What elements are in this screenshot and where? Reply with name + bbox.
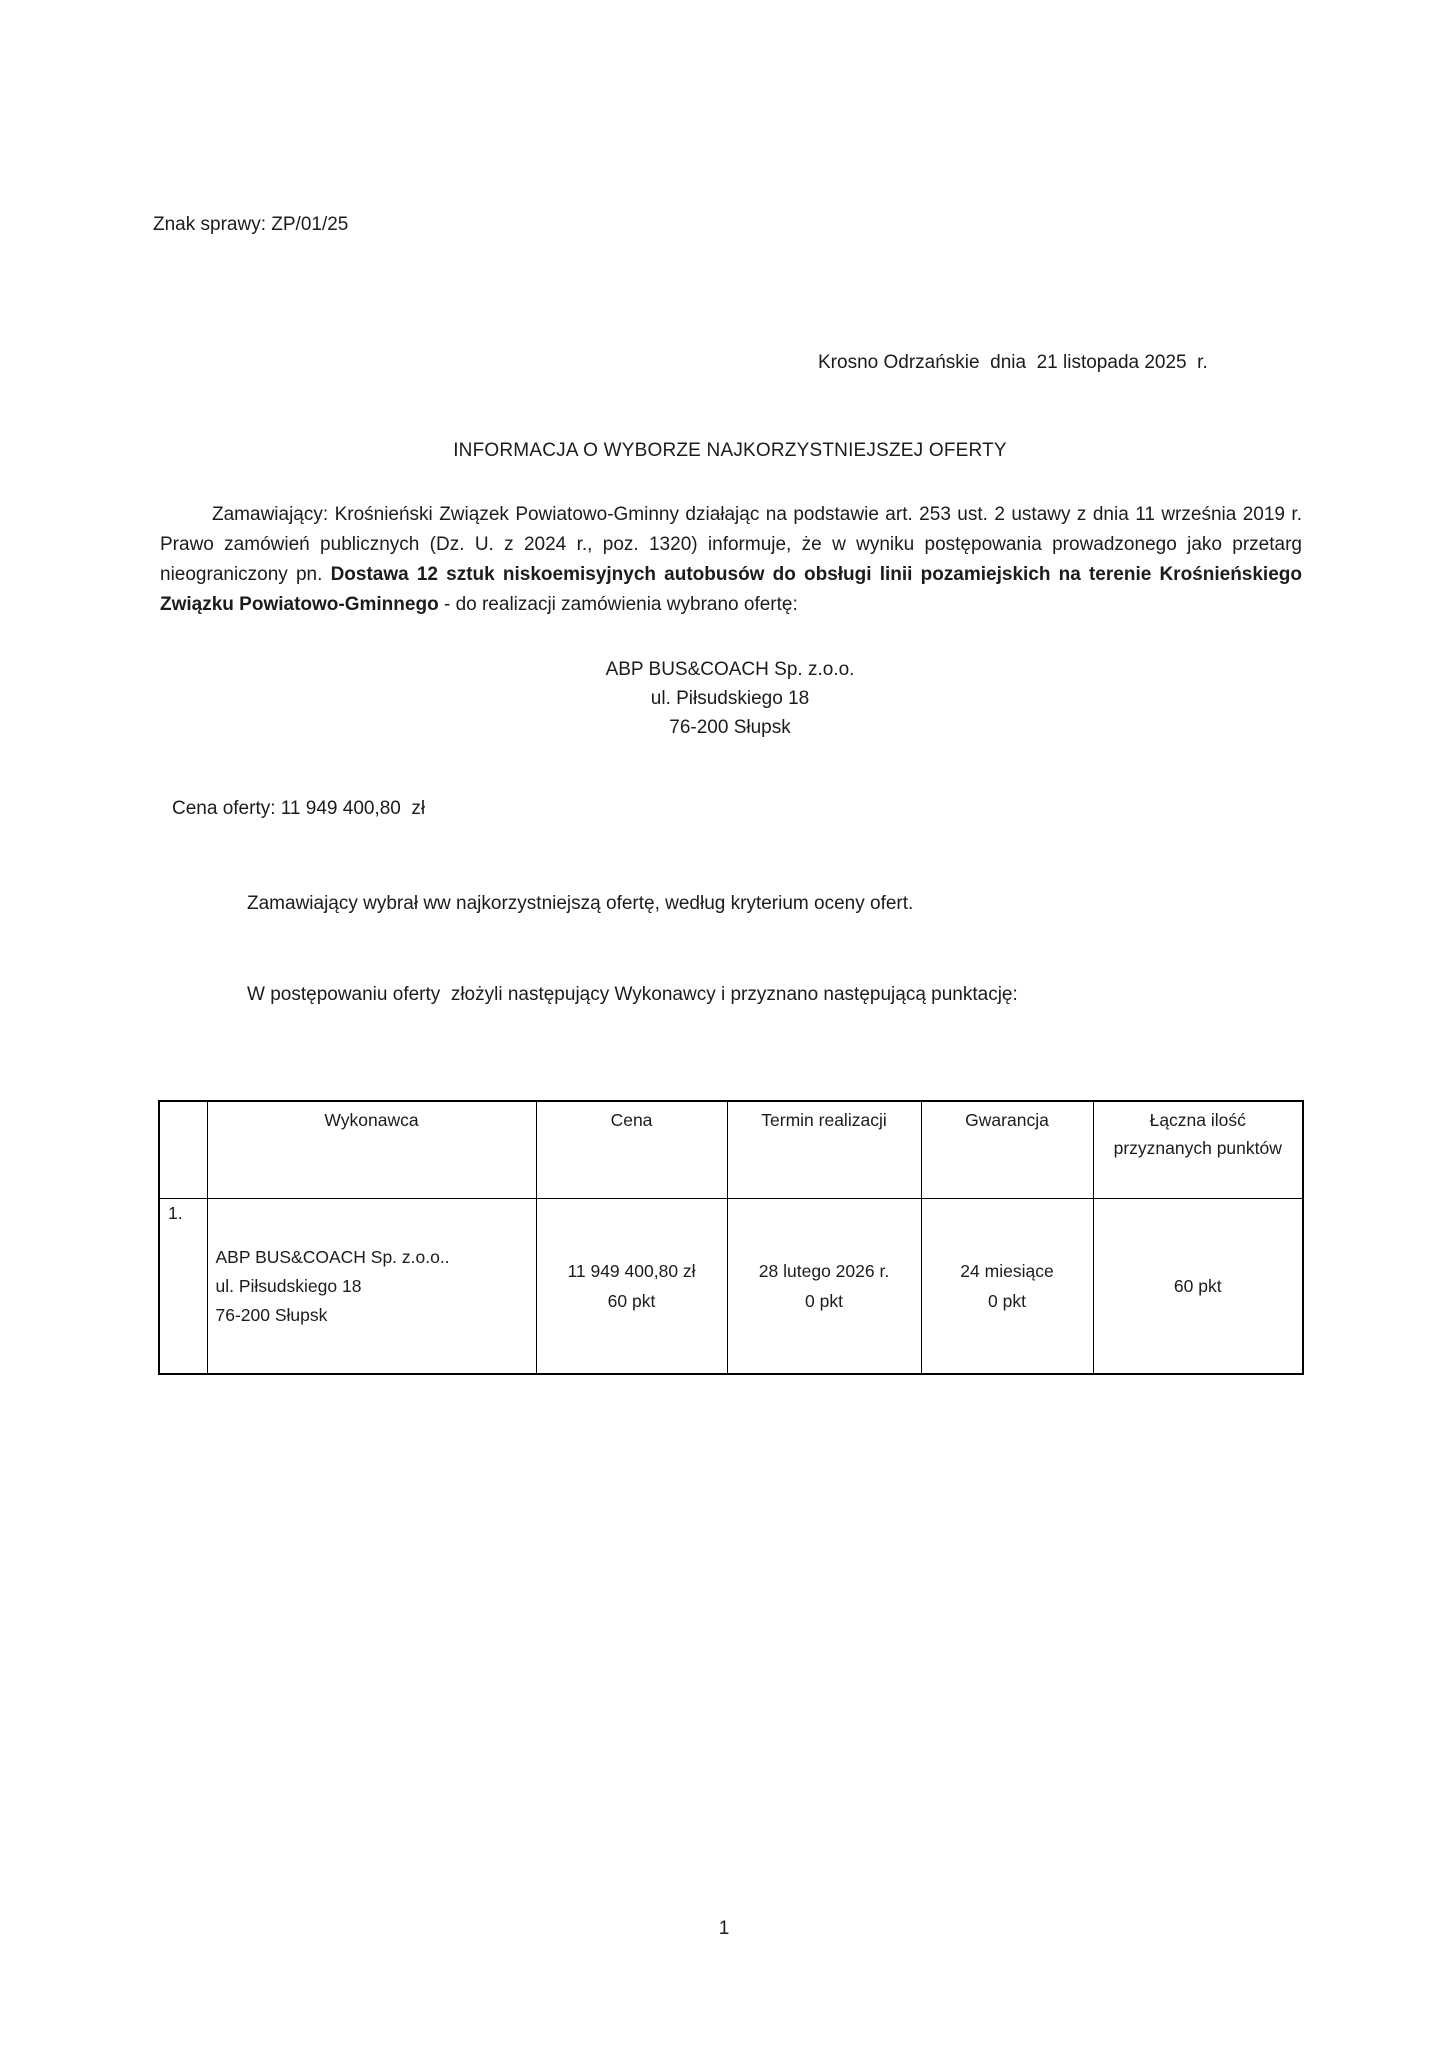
row-price — [536, 1199, 727, 1375]
winner-street: ul. Piłsudskiego 18 — [650, 688, 810, 709]
row-term-value: 28 lutego 2026 r. — [758, 1261, 890, 1281]
document-title: INFORMACJA O WYBORZE NAJKORZYSTNIEJSZEJ OFERTY — [453, 440, 1007, 461]
row-total-points: 60 pkt — [1093, 1199, 1303, 1375]
header-price: Cena — [536, 1101, 727, 1199]
row-contractor-city: 76-200 Słupsk — [215, 1304, 328, 1325]
offers-table — [158, 1100, 1304, 1375]
offers-note: W postępowaniu oferty złożyli następujący Wykonawcy i przyznano następującą punktację: — [247, 984, 1018, 1005]
header-contractor: Wykonawca — [207, 1101, 536, 1199]
page-number: 1 — [718, 1918, 730, 1939]
row-warranty-points: 0 pkt — [988, 1291, 1026, 1311]
row-warranty — [921, 1199, 1093, 1375]
row-contractor-street: ul. Piłsudskiego 18 — [215, 1275, 362, 1296]
row-contractor-name: ABP BUS&COACH Sp. z.o.o.. — [215, 1246, 450, 1267]
intro-text-end: - do realizacji zamówienia wybrano ofertę: — [438, 594, 798, 615]
winner-address-block — [158, 655, 1302, 742]
offer-price: Cena oferty: 11 949 400,80 zł — [172, 798, 426, 819]
row-warranty-value: 24 miesiące — [960, 1261, 1054, 1281]
table-header-row — [159, 1101, 1303, 1199]
row-price-value: 11 949 400,80 zł — [567, 1261, 696, 1281]
intro-text-start: Zamawiający: Krośnieński Związek Powiatowo-Gminny działając na podstawie art. 253 ust. 2 ustawy z dnia 11 września 2019 r. Prawo zamówień publicznych (Dz. U. z 2024 r., poz. 1320) informuje, że w wyniku postępowania prowadzonego jako przetarg nieograniczony pn. — [160, 504, 1302, 585]
case-number: Znak sprawy: ZP/01/25 — [153, 214, 349, 235]
header-total-points: Łączna ilość przyznanych punktów — [1093, 1101, 1303, 1199]
intro-paragraph — [160, 500, 1302, 620]
row-price-points: 60 pkt — [607, 1291, 656, 1311]
row-number: 1. — [159, 1199, 207, 1375]
winner-city: 76-200 Słupsk — [669, 717, 791, 738]
row-contractor — [207, 1199, 536, 1375]
place-and-date: Krosno Odrzańskie dnia 21 listopada 2025 r. — [818, 352, 1208, 373]
header-warranty: Gwarancja — [921, 1101, 1093, 1199]
table-row — [159, 1199, 1303, 1375]
header-term: Termin realizacji — [727, 1101, 921, 1199]
row-term-points: 0 pkt — [805, 1291, 843, 1311]
selection-note: Zamawiający wybrał ww najkorzystniejszą ofertę, według kryterium oceny ofert. — [247, 893, 914, 914]
intro-text-bold-subject: Dostawa 12 sztuk niskoemisyjnych autobusów do obsługi linii pozamiejskich na terenie Krośnieńskiego Związku Powiatowo-Gminnego — [160, 564, 1302, 615]
winner-company-name: ABP BUS&COACH Sp. z.o.o. — [605, 659, 855, 680]
row-term — [727, 1199, 921, 1375]
header-number — [159, 1101, 207, 1199]
